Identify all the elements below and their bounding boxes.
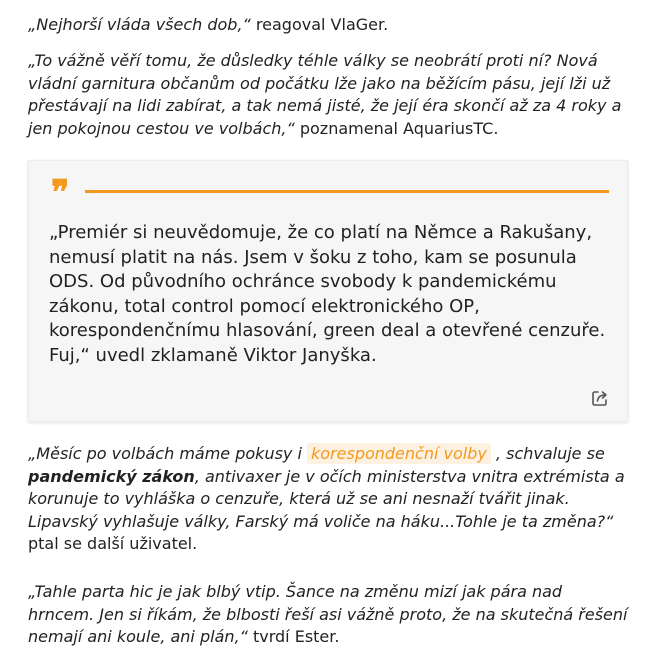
comment-quote: „Tahle parta hic je jak blbý vtip. Šance na změnu mizí jak pára nad hrncem. Jen si říkám, že blbosti řeší asi vážně proto, že na skutečná řešení nemají ani koule, ani plán,“ bbox=[28, 582, 628, 646]
comment-paragraph bbox=[28, 443, 628, 556]
comment-attribution: poznamenal AquariusTC. bbox=[294, 118, 499, 138]
comment-quote: „Nejhorší vláda všech dob,“ bbox=[28, 15, 251, 34]
comment-quote-end: , antivaxer je v očích ministerstva vnitra extrémista a korunuje to vyhláška o cenzuře, která už se ani nesnaží tvářit jinak. Lipavský vyhlašuje války, Farský má voliče na háku...Tohle je ta změna?“ bbox=[28, 466, 625, 531]
comment-quote-middle: , schvaluje se bbox=[490, 444, 605, 463]
quote-divider bbox=[85, 190, 609, 193]
blockquote bbox=[28, 160, 628, 422]
korespondencni-volby-link[interactable]: korespondenční volby bbox=[307, 443, 491, 464]
comment-paragraph bbox=[28, 14, 628, 37]
comment-paragraph bbox=[28, 581, 628, 649]
comment-attribution: ptal se další uživatel. bbox=[28, 534, 198, 553]
comment-attribution: reagoval VlaGer. bbox=[250, 15, 389, 34]
quote-mark-icon: ❞ bbox=[51, 173, 70, 213]
comment-attribution: tvrdí Ester. bbox=[247, 627, 340, 646]
share-icon[interactable] bbox=[591, 389, 609, 407]
comment-paragraph bbox=[28, 50, 628, 140]
comment-quote: „To vážně věří tomu, že důsledky téhle války se neobrátí proti ní? Nová vládní garnitura občanům od počátku lže jako na běžícím pásu, její lži už přestávají na lidi zabírat, a tak nemá jisté, že její éra skončí až za 4 roky a jen pokojnou cestou ve volbách,“ bbox=[28, 51, 622, 138]
blockquote-text: „Premiér si neuvědomuje, že co platí na Němce a Rakušany, nemusí platit na nás. Jsem v šoku z toho, kam se posunula ODS. Od původního ochránce svobody k pandemickému zákonu, total control pomocí elektronického OP, korespondenčnímu hlasování, green deal a otevřené cenzuře. Fuj,“ uvedl zklamaně Viktor Janyška. bbox=[49, 222, 606, 366]
comment-quote-start: „Měsíc po volbách máme pokusy i bbox=[28, 444, 307, 463]
bold-phrase: pandemický zákon bbox=[28, 466, 195, 486]
